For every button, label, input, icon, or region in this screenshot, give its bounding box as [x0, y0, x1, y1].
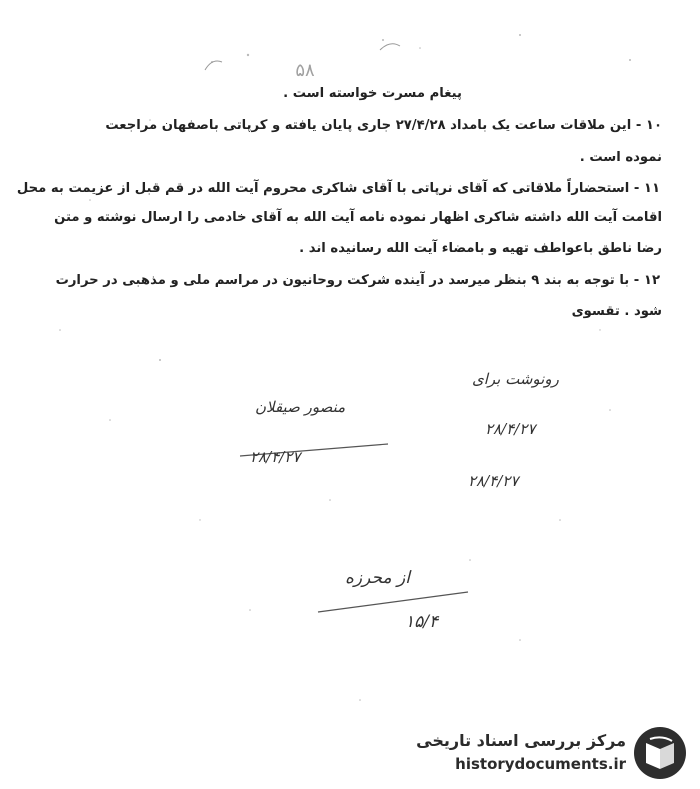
body-line-2: ۱۰ - این ملاقات ساعت یک بامداد ۲۷/۴/۲۸ جاری پایان یافته و کرپاتی باصفهان مراجعت: [105, 118, 662, 133]
archive-watermark: [416, 725, 690, 779]
book-logo-icon: [632, 725, 688, 781]
signature-right-title: رونوشت برای: [472, 370, 559, 388]
signature-left-name: منصور صیقلان: [255, 398, 346, 416]
body-line-1: پیغام مسرت خواسته است .: [283, 86, 462, 101]
body-line-6: رضا ناطق باعواطف تهیه و بامضاء آیت الله رسانیده اند .: [299, 241, 662, 256]
header-stamp-mark: ۵۸: [295, 60, 315, 81]
signature-right-date-1: ۲۸/۴/۲۷: [485, 420, 536, 438]
body-line-7: ۱۲ - با توجه به بند ۹ بنظر میرسد در آینده شرکت روحانیون در مراسم ملی و مذهبی در حرارت: [55, 273, 660, 288]
body-line-8: شود . تقسوی: [571, 304, 662, 319]
signature-bottom-name: از محرزه: [345, 568, 410, 588]
watermark-title: مرکز بررسی اسناد تاریخی: [416, 731, 626, 750]
signature-bottom-mark: ۱۵/۴: [405, 612, 439, 632]
body-line-5: اقامت آیت الله داشته شاکری اظهار نموده نامه آیت الله به آقای خادمی را ارسال نوشته و متن: [54, 210, 662, 225]
body-line-4: ۱۱ - استحضاراً ملاقاتی که آقای نرپاتی با آقای شاکری محروم آیت الله در قم قبل از عزیمت به محل: [16, 181, 660, 196]
signature-right-date-2: ۲۸/۴/۲۷: [468, 472, 519, 490]
signature-left-date: ۲۸/۴/۲۷: [250, 448, 301, 466]
body-line-3: نموده است .: [579, 150, 662, 165]
watermark-url: historydocuments.ir: [455, 755, 626, 773]
